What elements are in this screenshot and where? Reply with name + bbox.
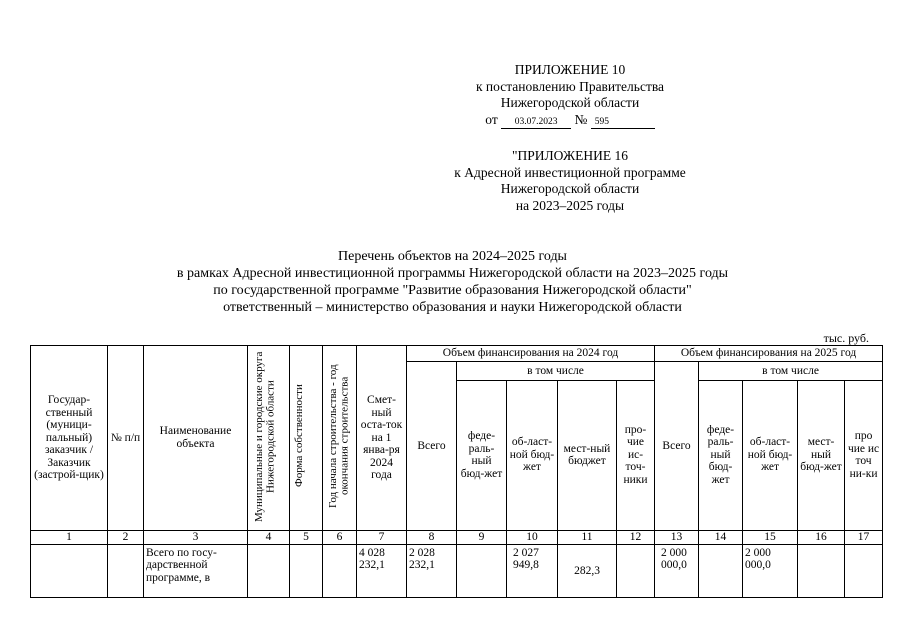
appendix-10-date-line (420, 112, 720, 129)
col-number: 9 (457, 530, 507, 544)
appendix-10-line2: Нижегородской области (500, 95, 640, 110)
col-number: 13 (655, 530, 699, 544)
cell-balance: 4 028 232,1 (357, 544, 407, 597)
col-number: 2 (108, 530, 144, 544)
cell-other-2025 (845, 544, 883, 597)
cell-federal-2024 (457, 544, 507, 597)
col-number: 8 (407, 530, 457, 544)
header-federal-2024: феде-раль-ный бюд-жет (457, 380, 507, 530)
appendix-10-block (420, 62, 720, 129)
cell-years (323, 544, 357, 597)
header-customer: Государ-ственный (муници-пальный) заказчик / Заказчик (застрой-щик) (31, 346, 108, 531)
header-ownership-text: Форма собственности (293, 384, 305, 488)
cell-district (248, 544, 290, 597)
objects-table (30, 345, 883, 598)
cell-ownership (290, 544, 323, 597)
header-years (323, 346, 357, 531)
header-total-2025: Всего (655, 362, 699, 531)
header-ownership (290, 346, 323, 531)
col-number: 7 (357, 530, 407, 544)
header-balance: Смет-ный оста-ток на 1 янва-ря 2024 года (357, 346, 407, 531)
cell-name: Всего по госу-дарственной программе, в (144, 544, 248, 597)
title-line1: Перечень объектов на 2024–2025 годы (338, 249, 567, 264)
decree-date: 03.07.2023 (501, 117, 571, 129)
cell-total-2024: 2 028 232,1 (407, 544, 457, 597)
header-years-text: Год начала строительства - год окончания строительства (326, 364, 350, 508)
cell-num (108, 544, 144, 597)
document-title (100, 248, 805, 316)
header-including-2024: в том числе (457, 362, 655, 381)
cell-local-2024: 282,3 (558, 544, 617, 597)
appendix-16-line1: к Адресной инвестиционной программе (454, 164, 686, 180)
col-number: 6 (323, 530, 357, 544)
header-fin-2025: Объем финансирования на 2025 год (655, 346, 883, 362)
header-federal-2025: феде-раль-ный бюд-жет (699, 380, 743, 530)
col-number: 5 (290, 530, 323, 544)
header-fin-2024: Объем финансирования на 2024 год (407, 346, 655, 362)
title-line3: по государственной программе "Развитие образования Нижегородской области" (213, 283, 692, 298)
appendix-16-block (420, 148, 720, 214)
title-line2: в рамках Адресной инвестиционной программы Нижегородской области на 2023–2025 годы (176, 266, 729, 281)
number-label: № (574, 111, 588, 127)
header-other-2024: про-чие ис-точ-ники (617, 380, 655, 530)
header-num: № п/п (108, 346, 144, 531)
appendix-16-title: "ПРИЛОЖЕНИЕ 16 (511, 148, 629, 163)
header-local-2025: мест-ный бюд-жет (798, 380, 845, 530)
appendix-10-line1: к постановлению Правительства (475, 78, 665, 94)
header-including-2025: в том числе (699, 362, 883, 381)
header-total-2024: Всего (407, 362, 457, 531)
cell-regional-2024: 2 027 949,8 (507, 544, 558, 597)
header-other-2025: про чие ис точ ни-ки (845, 380, 883, 530)
cell-other-2024 (617, 544, 655, 597)
table-row (31, 544, 883, 597)
col-number: 12 (617, 530, 655, 544)
cell-total-2025: 2 000 000,0 (655, 544, 699, 597)
header-regional-2025: об-ласт-ной бюд-жет (743, 380, 798, 530)
col-number: 10 (507, 530, 558, 544)
column-numbers-row (31, 530, 883, 544)
col-number: 11 (558, 530, 617, 544)
header-district-text: Муниципальные и городские округа Нижегородской области (252, 350, 276, 522)
col-number: 15 (743, 530, 798, 544)
col-number: 14 (699, 530, 743, 544)
col-number: 4 (248, 530, 290, 544)
decree-number: 595 (591, 117, 655, 129)
col-number: 3 (144, 530, 248, 544)
col-number: 1 (31, 530, 108, 544)
cell-local-2025 (798, 544, 845, 597)
header-local-2024: мест-ный бюджет (558, 380, 617, 530)
from-label: от (485, 111, 498, 127)
header-district (248, 346, 290, 531)
appendix-10-title: ПРИЛОЖЕНИЕ 10 (514, 62, 626, 77)
cell-regional-2025: 2 000 000,0 (743, 544, 798, 597)
col-number: 16 (798, 530, 845, 544)
unit-label: тыс. руб. (823, 331, 869, 345)
appendix-16-line2: Нижегородской области (500, 181, 640, 196)
header-name: Наименование объекта (144, 346, 248, 531)
title-line4: ответственный – министерство образования и науки Нижегородской области (223, 300, 682, 315)
cell-customer (31, 544, 108, 597)
col-number: 17 (845, 530, 883, 544)
appendix-16-line3: на 2023–2025 годы (515, 197, 625, 213)
header-regional-2024: об-ласт-ной бюд-жет (507, 380, 558, 530)
cell-federal-2025 (699, 544, 743, 597)
